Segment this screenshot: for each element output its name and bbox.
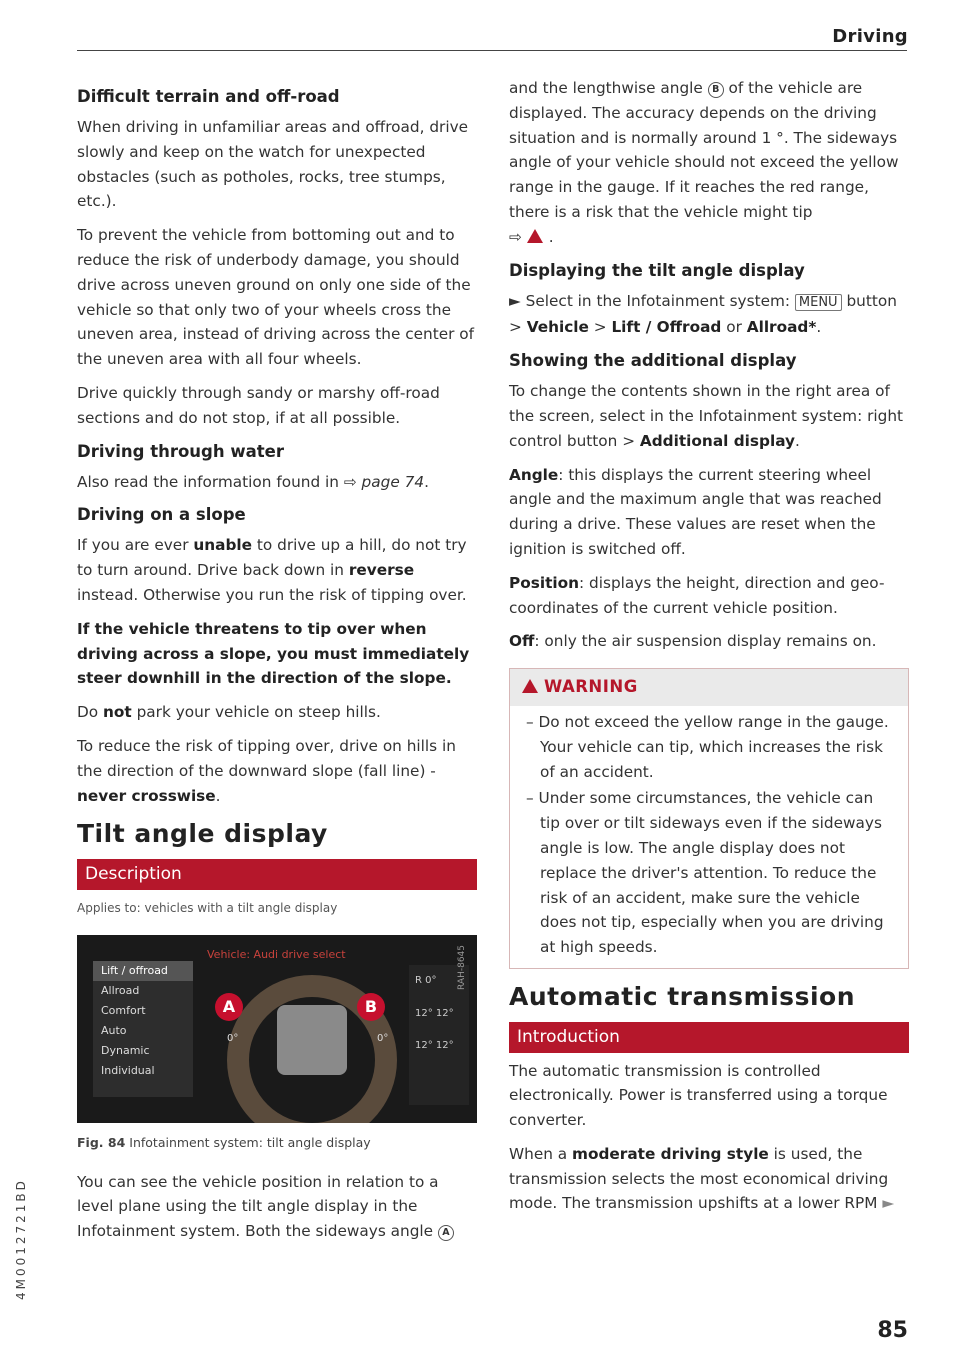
paragraph: ► Select in the Infotainment system: MENU button > Vehicle > Lift / Offroad or Allroad*. xyxy=(509,291,897,337)
marker-a: A xyxy=(215,993,243,1021)
paragraph-bold: If the vehicle threatens to tip over when driving across a slope, you must immediately steer downhill in the direction of the slope. xyxy=(77,619,470,688)
continue-arrow-icon: ► xyxy=(882,1194,895,1213)
tilt-angle-figure xyxy=(77,935,477,1123)
paragraph: The automatic transmission is controlled electronically. Power is transferred using a torque converter. xyxy=(509,1061,888,1130)
paragraph: Off: only the air suspension display remains on. xyxy=(509,632,877,651)
marker-b-icon: B xyxy=(708,82,724,98)
paragraph: When driving in unfamiliar areas and offroad, drive slowly and keep on the watch for unexpected obstacles (such as potholes, rocks, tree stumps, etc.). xyxy=(77,118,469,211)
warning-triangle-icon xyxy=(522,679,538,693)
page-reference-link[interactable]: ⇨ page 74 xyxy=(343,472,425,491)
left-angle-value: 0° xyxy=(227,1032,239,1044)
heading-driving-water: Driving through water xyxy=(77,441,284,461)
figure-code: RAH-8645 xyxy=(457,944,468,990)
applies-note: Applies to: vehicles with a tilt angle display xyxy=(77,900,338,915)
marker-b: B xyxy=(357,993,385,1021)
menu-item: Individual xyxy=(101,1063,155,1077)
menu-key: MENU xyxy=(795,294,842,311)
paragraph: Position: displays the height, direction and geo-coordinates of the current vehicle position. xyxy=(509,573,885,617)
header-rule xyxy=(77,50,907,51)
menu-item: Allroad xyxy=(101,983,140,997)
warning-body xyxy=(510,706,908,968)
menu-item: Auto xyxy=(101,1023,127,1037)
paragraph: Drive quickly through sandy or marshy off-road sections and do not stop, if at all possible. xyxy=(77,383,440,427)
figure-caption: Fig. 84 Infotainment system: tilt angle display xyxy=(77,1134,371,1150)
warning-item: – Under some circumstances, the vehicle can tip over or tilt sideways even if the sideways angle is low. The angle display does not replace the driver's attention. To reduce the risk of an accident, make sure the vehicle does not tip, especially when you are driving at high speeds. xyxy=(526,789,884,957)
warning-header: WARNING xyxy=(510,669,908,706)
menu-item: Lift / offroad xyxy=(93,961,193,981)
heading-automatic-transmission: Automatic transmission xyxy=(509,981,855,1011)
paragraph: and the lengthwise angle B of the vehicle are displayed. The accuracy depends on the driving situation and is normally around 1 °. The sideways angle of your vehicle should not exceed the yellow range in the gauge. If it reaches the red range, there is a risk that the vehicle might tip ⇨ . xyxy=(509,79,899,246)
heading-driving-slope: Driving on a slope xyxy=(77,505,246,525)
car-rear-icon xyxy=(277,1005,347,1075)
warning-box xyxy=(509,668,909,969)
figure-title: Vehicle: Audi drive select xyxy=(207,947,346,961)
paragraph: When a moderate driving style is used, the transmission selects the most economical driving mode. The transmission upshifts at a lower RPM ► xyxy=(509,1144,895,1213)
paragraph: You can see the vehicle position in relation to a level plane using the tilt angle display in the Infotainment system. Both the sideways angle A xyxy=(77,1170,477,1244)
paragraph: To change the contents shown in the right area of the screen, select in the Infotainment system: right control button > Additional display. xyxy=(509,382,904,450)
warning-item: – Do not exceed the yellow range in the gauge. Your vehicle can tip, which increases the risk of an accident. xyxy=(526,712,889,781)
paragraph: Do not park your vehicle on steep hills. xyxy=(77,703,381,722)
page-number: 85 xyxy=(877,1318,908,1343)
figure-menu xyxy=(93,961,193,1097)
marker-a-icon: A xyxy=(438,1225,454,1241)
paragraph: To prevent the vehicle from bottoming out and to reduce the risk of underbody damage, you should drive across uneven ground on only one side of the vehicle so that only two of your wheels cross the uneven area, instead of driving across the center of the uneven area with all four wheels. xyxy=(77,226,475,369)
section-bar-description: Description xyxy=(77,859,477,890)
paragraph: If you are ever unable to drive up a hill, do not try to turn around. Drive back down in reverse instead. Otherwise you run the risk of tipping over. xyxy=(77,536,467,604)
paragraph: Also read the information found in ⇨ page 74. xyxy=(77,472,429,491)
document-code: 4M0012721BD xyxy=(14,1178,28,1300)
paragraph: Angle: this displays the current steering wheel angle and the maximum angle that was reached during a drive. These values are reset when the ignition is switched off. xyxy=(509,465,882,558)
figure-side-panel: R 0° 12° 12° 12° 12° xyxy=(409,965,469,1105)
heading-displaying: Displaying the tilt angle display xyxy=(509,260,805,280)
section-header: Driving xyxy=(832,26,908,47)
heading-tilt-angle: Tilt angle display xyxy=(77,819,328,849)
menu-item: Dynamic xyxy=(101,1043,150,1057)
menu-item: Comfort xyxy=(101,1003,146,1017)
paragraph: To reduce the risk of tipping over, drive on hills in the direction of the downward slope (fall line) - never crosswise. xyxy=(77,736,456,805)
left-column xyxy=(77,76,477,1253)
right-column xyxy=(509,76,909,1225)
heading-difficult-terrain: Difficult terrain and off-road xyxy=(77,87,340,106)
right-angle-value: 0° xyxy=(377,1032,389,1044)
section-bar-introduction: Introduction xyxy=(509,1022,909,1053)
warning-triangle-icon xyxy=(527,229,543,243)
heading-additional: Showing the additional display xyxy=(509,351,797,371)
